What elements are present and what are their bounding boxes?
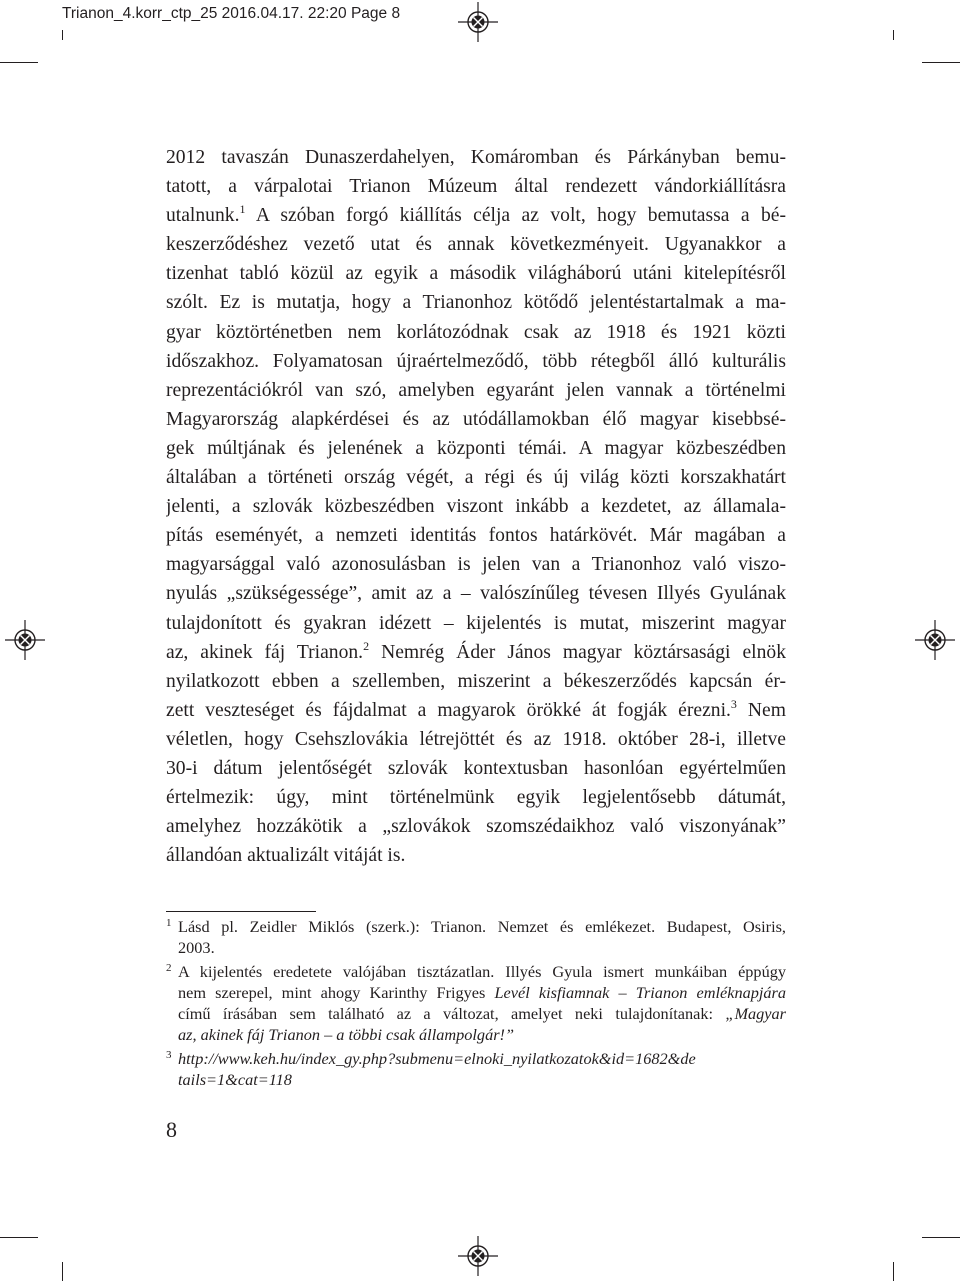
- footnote-2: [166, 961, 786, 1046]
- registration-mark-right-icon: [915, 620, 955, 660]
- crop-mark-bottom-left-v: [62, 1262, 63, 1281]
- footnote-1: [166, 916, 786, 959]
- crop-mark-top-right-v: [893, 30, 894, 40]
- print-slug: Trianon_4.korr_ctp_25 2016.04.17. 22:20 Page 8: [62, 5, 401, 22]
- body-line: véletlen, hogy Csehszlovákia létrejöttét és az 1918. október 28-i, illetve: [166, 728, 786, 750]
- cited-work-title: Levél kisfiamnak – Trianon emléknapjára: [494, 982, 787, 1002]
- quotation: az, akinek fáj Trianon – a többi csak állampolgár!”: [178, 1025, 515, 1045]
- body-line: 30-i dátum jelentőségét szlovák kontextusban hasonlóan egyértelműen: [166, 757, 786, 779]
- body-line: pítás eseményét, a nemzeti identitás fontos határkövét. Már magában a: [166, 525, 786, 547]
- footnote-number: 2: [166, 961, 172, 974]
- crop-mark-top-right-h: [922, 62, 960, 63]
- registration-mark-bottom-icon: [458, 1236, 498, 1276]
- body-line: tizenhat tabló közül az egyik a második világháború utáni kitelepítésről: [166, 263, 786, 285]
- body-line: amelyhez hozzákötik a „szlovákok szomszédaikhoz való viszonyának”: [166, 816, 786, 838]
- crop-mark-top-left-h: [0, 62, 38, 63]
- body-line: gek múltjának és jelenének a központi témái. A magyar közbeszédben: [166, 437, 786, 459]
- body-line: Magyarország alapkérdései és az utódállamokban élő magyar kisebbsé-: [166, 408, 786, 430]
- footnote-line: A kijelentés eredetete valójában tisztázatlan. Illyés Gyula ismert munkáiban éppúgy: [178, 961, 786, 981]
- body-line: reprezentációkról van szó, amelyben egyaránt jelen vannak a történelmi: [166, 379, 786, 401]
- body-line: jelenti, a szlovák közbeszédben viszont inkább a kezdetet, az államala-: [166, 496, 786, 518]
- body-line: időszakhoz. Folyamatosan újraértelmeződő, több rétegből álló kulturális: [166, 350, 786, 372]
- footnote-line: 2003.: [178, 938, 215, 958]
- body-line: értelmezik: úgy, mint történelmünk egyik legjelentősebb dátumát,: [166, 787, 786, 809]
- quotation: „Magyar: [725, 1004, 786, 1024]
- crop-mark-bottom-left-h: [0, 1237, 38, 1238]
- crop-mark-bottom-right-v: [893, 1262, 894, 1281]
- body-line: általában a történeti ország végét, a régi és új világ közti korszakhatárt: [166, 467, 786, 489]
- footnote-ref[interactable]: 2: [363, 638, 370, 653]
- body-line: 2012 tavaszán Dunaszerdahelyen, Komáromban és Párkányban bemu-: [166, 147, 786, 168]
- body-line: nyilatkozott ebben a szellemben, miszerint a békeszerződés kapcsán ér-: [166, 670, 786, 692]
- body-line: keszerződéshez vezető utat és annak következményeit. Ugyanakkor a: [166, 234, 786, 256]
- footnote-rule: [166, 911, 316, 912]
- body-line: magyarsággal való azonosulásban is jelen van a Trianonhoz való viszo-: [166, 554, 786, 576]
- footnote-ref[interactable]: 1: [239, 202, 246, 217]
- crop-mark-bottom-right-h: [922, 1237, 960, 1238]
- footnote-3: [166, 1048, 786, 1091]
- crop-mark-top-left-v: [62, 30, 63, 40]
- body-line: gyar köztörténetben nem korlátozódnak csak az 1918 és 1921 közti: [166, 321, 786, 343]
- footnote-ref[interactable]: 3: [730, 696, 737, 711]
- body-line: tatott, a várpalotai Trianon Múzeum által rendezett vándorkiállításra: [166, 176, 786, 198]
- registration-mark-left-icon: [5, 620, 45, 660]
- body-line: állandóan aktualizált vitáját is.: [166, 845, 406, 867]
- footnote-link[interactable]: http://www.keh.hu/index_gy.php?submenu=elnoki_nyilatkozatok&id=1682&de: [178, 1048, 696, 1068]
- body-line: az, akinek fáj Trianon.$^2$ Nemrég Áder János magyar köztársasági elnök: [166, 638, 786, 663]
- footnote-link[interactable]: tails=1&cat=118: [178, 1070, 292, 1090]
- body-line: zett veszteséget és fájdalmat a magyarok örökké át fogják érezni.$^3$ Nem: [166, 696, 786, 721]
- footnote-number: 3: [166, 1048, 172, 1061]
- body-line: nyulás „szükségessége”, amit az a – valószínűleg tévesen Illyés Gyulának: [166, 583, 786, 605]
- body-paragraph: [166, 143, 786, 870]
- footnotes: [166, 916, 786, 1090]
- page-number: 8: [166, 1117, 177, 1142]
- registration-mark-top-icon: [458, 2, 498, 42]
- footnote-line: című írásában sem található az a változat, amelyet neki tulajdonítanak: „Magyar: [178, 1004, 786, 1024]
- footnote-number: 1: [166, 917, 172, 929]
- footnote-line: [178, 1024, 786, 1045]
- body-line: tulajdonított és gyakran idézett – kijelentés is mutat, miszerint magyar: [166, 612, 786, 634]
- footnote-line: Lásd pl. Zeidler Miklós (szerk.): Trianon. Nemzet és emlékezet. Budapest, Osiris,: [178, 917, 786, 936]
- body-line: utalnunk.$^1$ A szóban forgó kiállítás célja az volt, hogy bemutassa a bé-: [166, 202, 786, 227]
- body-line: szólt. Ez is mutatja, hogy a Trianonhoz kötődő jelentéstartalmak a ma-: [166, 292, 786, 314]
- footnote-line: nem szerepel, mint ahogy Karinthy Frigyes Levél kisfiamnak – Trianon emléknapjára: [178, 982, 787, 1002]
